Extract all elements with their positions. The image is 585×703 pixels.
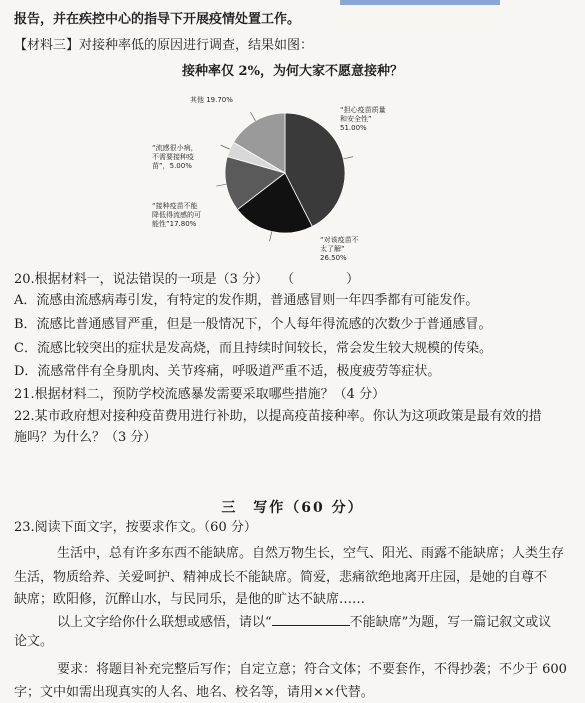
title-blank: [272, 613, 350, 626]
top-color-bar: [340, 0, 500, 5]
pie-leader-2: [216, 184, 226, 186]
intro-line: 报告，并在疾控中心的指导下开展疫情处置工作。: [14, 12, 301, 27]
pie-leader-3: [221, 145, 230, 149]
pie-label-4: 其他 19.70%: [190, 96, 233, 104]
question-21: 21.根据材料二，预防学校流感暴发需要采取哪些措施？（4 分）: [14, 387, 386, 402]
passage-line-2: 生活，物质给养、关爱呵护、精神成长不能缺席。简爱，悲痛欲绝地离开庄园，是她的自尊不: [14, 570, 548, 585]
question-23: 23.阅读下面文字，按要求作文。（60 分）: [14, 520, 257, 535]
chart-title: 接种率仅 2%，为何大家不愿意接种？: [182, 64, 403, 79]
q20-option-b: B．流感比普通感冒严重，但是一般情况下，个人每年得流感的次数少于普通感冒。: [14, 317, 492, 332]
pie-chart: [150, 78, 420, 268]
writing-prompt-line-1: [57, 613, 551, 631]
writing-prompt-line-2: 论文。: [14, 634, 54, 649]
question-22-line-2: 施吗？为什么？（3 分）: [14, 430, 157, 445]
q20-option-d: D．流感常伴有全身肌肉、关节疼痛，呼吸道严重不适，极度疲劳等症状。: [14, 364, 441, 379]
requirement-line-1: 要求：将题目补充完整后写作；自定立意；符合文体；不要套作，不得抄袭；不少于 600: [57, 662, 567, 677]
q20-option-c: C．流感比较突出的症状是发高烧，而且持续时间较长，常会发生较大规模的传染。: [14, 341, 492, 356]
pie-label-0: “担心疫苗质量和安全性” 51.00%: [340, 106, 386, 132]
material-three-heading: 【材料三】对接种率低的原因进行调查，结果如图：: [14, 38, 314, 53]
pie-label-1: “对该疫苗不太了解” 26.50%: [320, 236, 359, 262]
question-22-line-1: 22.某市政府想对接种疫苗费用进行补助，以提高疫苗接种率。你认为这项政策是最有效的措: [14, 409, 542, 424]
q20-option-a: A．流感由流感病毒引发，有特定的发作期，普通感冒则一年四季都有可能发作。: [14, 293, 479, 308]
pie-leader-0: [343, 157, 353, 159]
pie-label-2: “接种疫苗不能降低得流感的可能性”17.80%: [152, 202, 201, 228]
prompt-post: 不能缺席”为题，写一篇记叙文或议: [349, 615, 552, 630]
section-title: 三 写作（60 分）: [221, 500, 364, 516]
prompt-pre: 以上文字给你什么联想或感悟，请以“: [57, 615, 272, 630]
requirement-line-2: 字；文中如需出现真实的人名、地名、校名等，请用××代替。: [14, 685, 374, 700]
pie-leader-1: [270, 232, 272, 242]
pie-label-3: “流感很小病，不需要接种疫苗”，5.00%: [152, 144, 198, 170]
pie-leader-4: [250, 112, 255, 121]
question-20: 20.根据材料一，说法错误的一项是（3 分） （ ）: [14, 272, 360, 287]
passage-line-1: 生活中，总有许多东西不能缺席。自然万物生长，空气、阳光、雨露不能缺席；人类生存: [57, 546, 565, 561]
passage-line-3: 缺席；欧阳修，沉醉山水，与民同乐，是他的旷达不缺席……: [14, 592, 366, 607]
